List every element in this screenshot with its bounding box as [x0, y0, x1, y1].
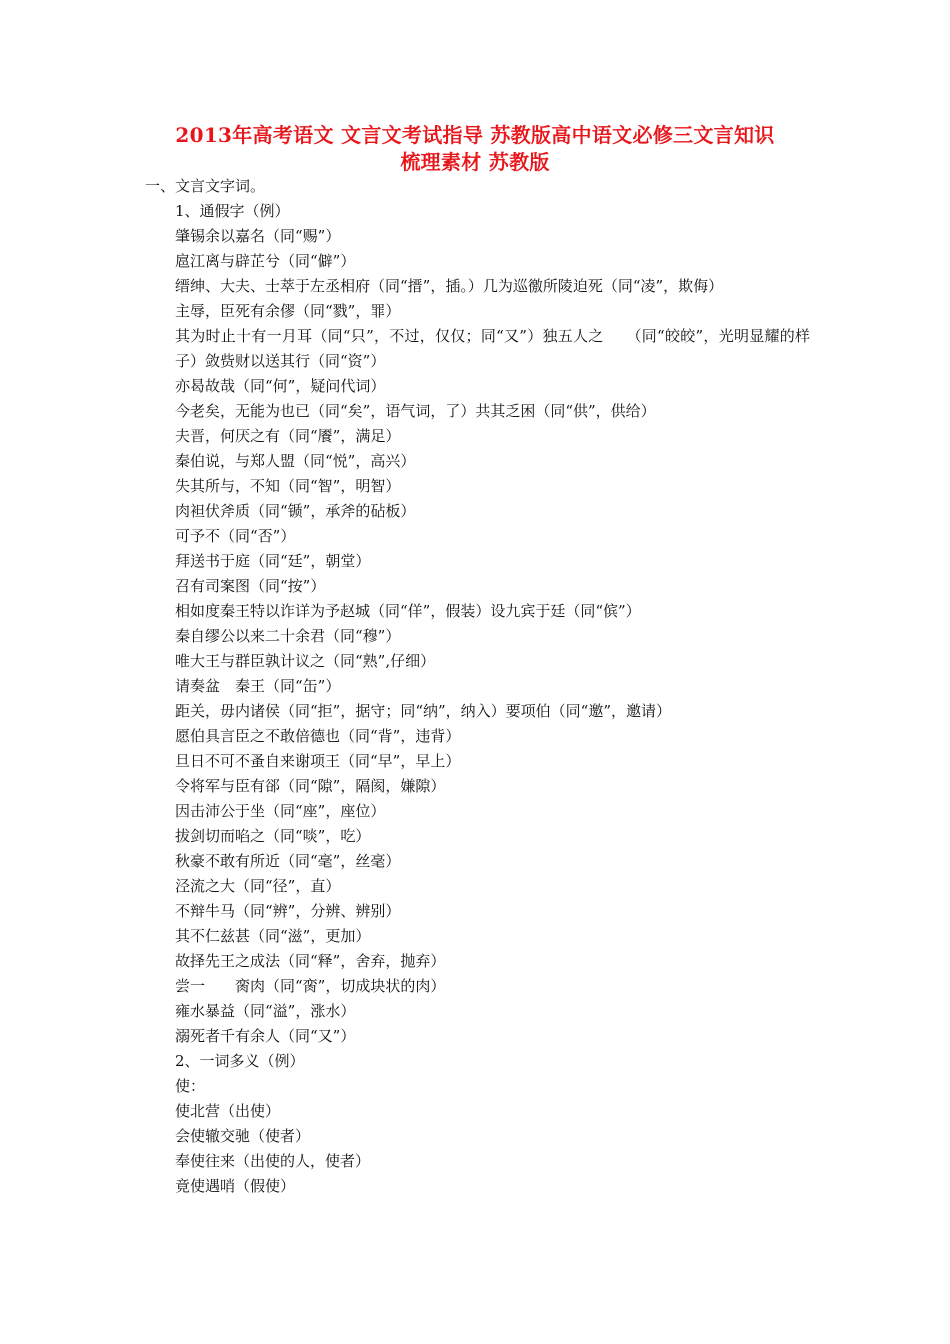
example-line: 其为时止十有一月耳（同“只”，不过，仅仅；同“又”）独五人之 （同“皎皎”，光明显耀的样子）敛赀财以送其行（同“资”）	[175, 327, 810, 370]
example-line: 会使辙交驰（使者）	[175, 1127, 311, 1145]
example-line: 夫晋，何厌之有（同“餍”，满足）	[175, 427, 401, 445]
example-line: 使北营（出使）	[175, 1102, 281, 1120]
example-line: 肇锡余以嘉名（同“赐”）	[175, 227, 341, 245]
title-line-2: 梳理素材 苏教版	[400, 150, 550, 174]
example-line: 肉袒伏斧质（同“锧”，承斧的砧板）	[175, 502, 416, 520]
example-line: 尝一 脔肉（同“脔”，切成块状的肉）	[175, 977, 446, 995]
example-line: 不辩牛马（同“辨”，分辨、辨别）	[175, 902, 401, 920]
example-line: 唯大王与群臣孰计议之（同“熟”,仔细）	[175, 652, 436, 670]
example-line: 泾流之大（同“径”，直）	[175, 877, 341, 895]
example-line: 溺死者千有余人（同“又”）	[175, 1027, 356, 1045]
example-line: 拜送书于庭（同“廷”，朝堂）	[175, 552, 371, 570]
subsection-heading-yiciduoyi: 2、一词多义（例）	[175, 1052, 305, 1070]
example-line: 愿伯具言臣之不敢倍德也（同“背”，违背）	[175, 727, 461, 745]
example-line: 亦曷故哉（同“何”，疑问代词）	[175, 377, 386, 395]
example-line: 距关，毋内诸侯（同“拒”，据守；同“纳”，纳入）要项伯（同“邀”，邀请）	[175, 702, 672, 720]
example-line: 拔剑切而啗之（同“啖”，吃）	[175, 827, 371, 845]
example-line: 秦自缪公以来二十余君（同“穆”）	[175, 627, 401, 645]
example-line: 因击沛公于坐（同“座”，座位）	[175, 802, 386, 820]
word-heading-shi: 使：	[175, 1077, 206, 1095]
subsection-heading-tongjiazi: 1、通假字（例）	[175, 202, 290, 220]
example-line: 令将军与臣有郤（同“隙”，隔阂，嫌隙）	[175, 777, 446, 795]
example-line: 旦日不可不蚤自来谢项王（同“早”，早上）	[175, 752, 461, 770]
example-line: 可予不（同“否”）	[175, 527, 296, 545]
example-line: 失其所与，不知（同“智”，明智）	[175, 477, 401, 495]
example-line: 秦伯说，与郑人盟（同“悦”，高兴）	[175, 452, 416, 470]
example-line: 其不仁兹甚（同“滋”，更加）	[175, 927, 371, 945]
document-title	[120, 122, 830, 176]
example-line: 今老矣，无能为也已（同“矣”，语气词，了）共其乏困（同“供”，供给）	[175, 402, 656, 420]
example-line: 奉使往来（出使的人，使者）	[175, 1152, 371, 1170]
example-line: 请奏盆 秦王（同“缶”）	[175, 677, 341, 695]
example-line: 秋豪不敢有所近（同“毫”，丝毫）	[175, 852, 401, 870]
example-line: 相如度秦王特以诈详为予赵城（同“佯”，假装）设九宾于廷（同“傧”）	[175, 602, 641, 620]
example-line: 雍水暴益（同“溢”，涨水）	[175, 1002, 356, 1020]
document-body	[145, 174, 810, 1199]
example-line: 主辱，臣死有余僇（同“戮”，罪）	[175, 302, 401, 320]
section-heading: 一、文言文字词。	[145, 177, 266, 195]
example-line: 故择先王之成法（同“释”，舍弃，抛弃）	[175, 952, 446, 970]
title-line-1: 2013年高考语文 文言文考试指导 苏教版高中语文必修三文言知识	[175, 123, 775, 147]
example-line: 竟使遇哨（假使）	[175, 1177, 296, 1195]
example-line: 缙绅、大夫、士萃于左丞相府（同“搢”，插。）几为巡徼所陵迫死（同“凌”，欺侮）	[175, 277, 724, 295]
example-line: 召有司案图（同“按”）	[175, 577, 326, 595]
example-line: 扈江离与辟芷兮（同“僻”）	[175, 252, 356, 270]
